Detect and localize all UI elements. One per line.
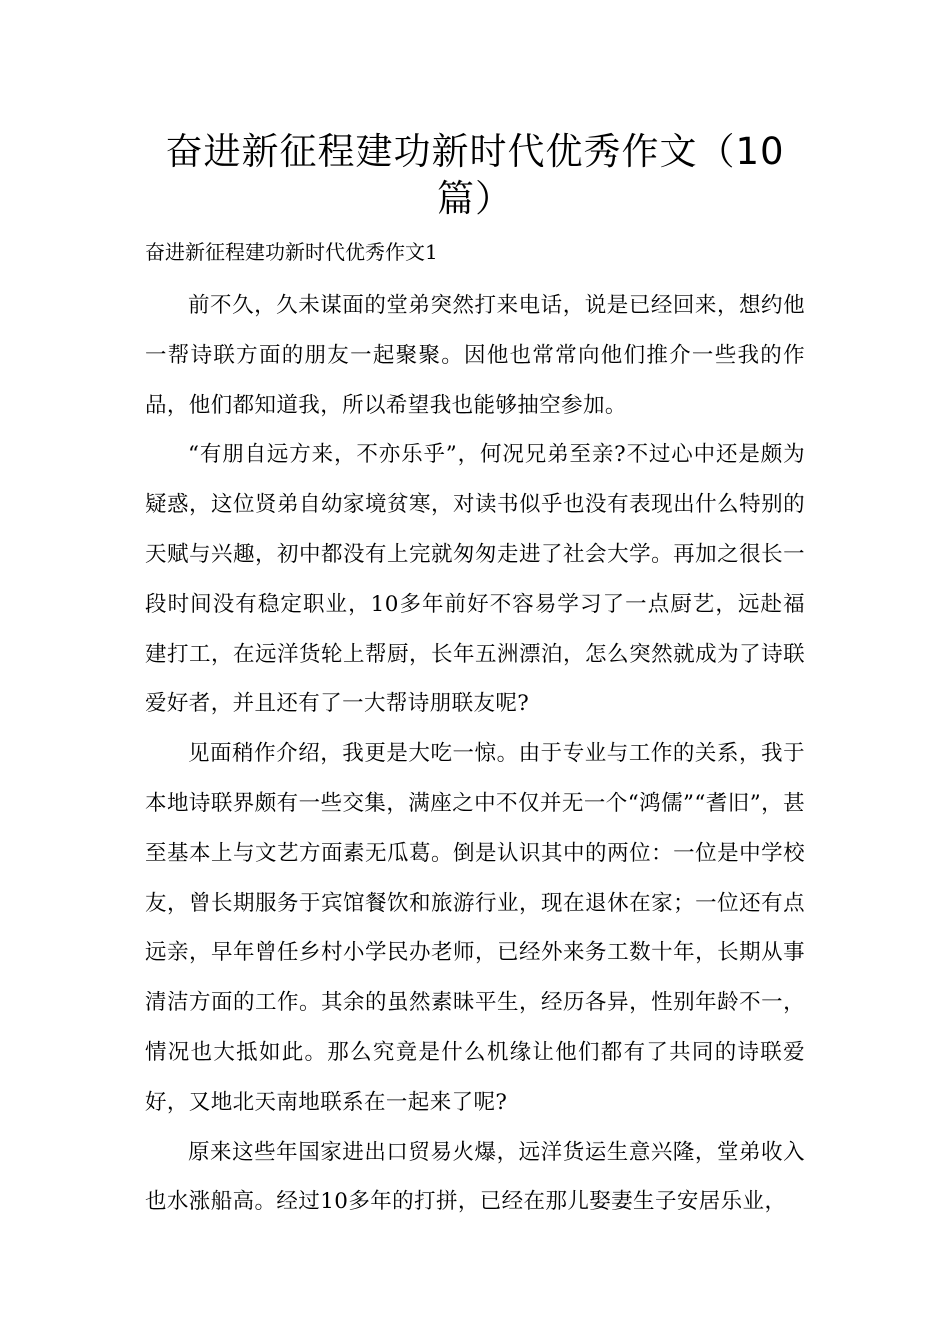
essay-heading: 奋进新征程建功新时代优秀作文1 <box>145 240 438 264</box>
essay-body <box>145 281 805 1227</box>
paragraph: 原来这些年国家进出口贸易火爆，远洋货运生意兴隆，堂弟收入也水涨船高。经过10多年的打拼，已经在那儿娶妻生子安居乐业， <box>145 1139 805 1215</box>
document-title: 奋进新征程建功新时代优秀作文（10篇） <box>165 130 785 220</box>
paragraph: “有朋自远方来，不亦乐乎”，何况兄弟至亲?不过心中还是颇为疑惑，这位贤弟自幼家境贫寒，对读书似乎也没有表现出什么特别的天赋与兴趣，初中都没有上完就匆匆走进了社会大学。再加之很长一段时间没有稳定职业，10多年前好不容易学习了一点厨艺，远赴福建打工，在远洋货轮上帮厨，长年五洲漂泊，怎么突然就成为了诗联爱好者，并且还有了一大帮诗朋联友呢? <box>145 442 805 717</box>
paragraph: 前不久，久未谋面的堂弟突然打来电话，说是已经回来，想约他一帮诗联方面的朋友一起聚聚。因他也常常向他们推介一些我的作品，他们都知道我，所以希望我也能够抽空参加。 <box>145 293 805 418</box>
paragraph: 见面稍作介绍，我更是大吃一惊。由于专业与工作的关系，我于本地诗联界颇有一些交集，满座之中不仅并无一个“鸿儒”“耆旧”，甚至基本上与文艺方面素无瓜葛。倒是认识其中的两位：一位是中学校友，曾长期服务于宾馆餐饮和旅游行业，现在退休在家；一位还有点远亲，早年曾任乡村小学民办老师，已经外来务工数十年，长期从事清洁方面的工作。其余的虽然素昧平生，经历各异，性别年龄不一，情况也大抵如此。那么究竟是什么机缘让他们都有了共同的诗联爱好，又地北天南地联系在一起来了呢? <box>145 741 805 1115</box>
